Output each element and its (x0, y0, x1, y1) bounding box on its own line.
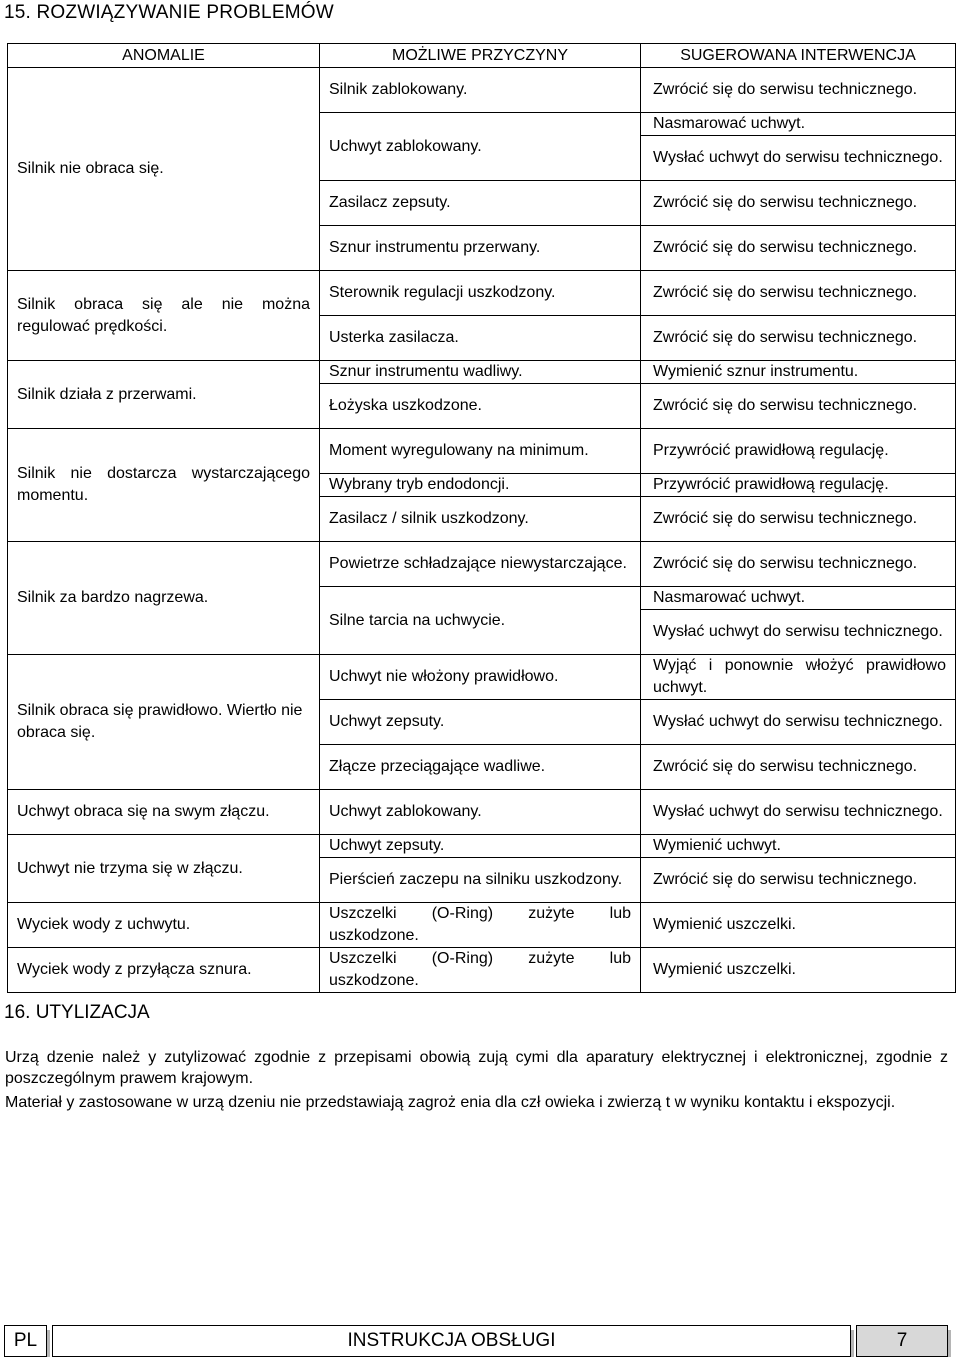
cause-cell: Moment wyregulowany na minimum. (320, 429, 641, 474)
intervention-cell: Zwrócić się do serwisu technicznego. (641, 68, 956, 113)
cause-cell: Uchwyt nie włożony prawidłowo. (320, 655, 641, 700)
cause-cell: Silne tarcia na uchwycie. (320, 587, 641, 655)
intervention-cell: Wymienić uchwyt. (641, 835, 956, 858)
intervention-cell: Wymienić sznur instrumentu. (641, 361, 956, 384)
footer-title: INSTRUKCJA OBSŁUGI (52, 1325, 851, 1357)
intervention-cell: Wysłać uchwyt do serwisu technicznego. (641, 610, 956, 655)
page-footer (4, 1325, 956, 1357)
intervention-cell: Zwrócić się do serwisu technicznego. (641, 384, 956, 429)
intervention-cell: Zwrócić się do serwisu technicznego. (641, 226, 956, 271)
header-interwencja: SUGEROWANA INTERWENCJA (641, 44, 956, 68)
anomaly-cell: Silnik działa z przerwami. (8, 361, 320, 429)
intervention-cell: Wysłać uchwyt do serwisu technicznego. (641, 700, 956, 745)
intervention-cell: Wyjąć i ponownie włożyć prawidłowo uchwyt. (641, 655, 956, 700)
section-15-title: 15. ROZWIĄZYWANIE PROBLEMÓW (4, 2, 334, 23)
anomaly-cell: Wyciek wody z uchwytu. (8, 903, 320, 948)
header-przyczyny: MOŻLIWE PRZYCZYNY (320, 44, 641, 68)
anomaly-cell: Silnik obraca się prawidłowo. Wiertło nie obraca się. (8, 655, 320, 790)
intervention-cell: Wysłać uchwyt do serwisu technicznego. (641, 790, 956, 835)
cause-cell: Uchwyt zepsuty. (320, 700, 641, 745)
cause-cell: Sznur instrumentu przerwany. (320, 226, 641, 271)
cause-cell: Usterka zasilacza. (320, 316, 641, 361)
cause-cell: Złącze przeciągające wadliwe. (320, 745, 641, 790)
cause-cell: Wybrany tryb endodoncji. (320, 474, 641, 497)
footer-page-number: 7 (856, 1325, 948, 1357)
cause-cell: Uszczelki (O-Ring) zużyte lub uszkodzone. (320, 948, 641, 993)
intervention-cell: Wysłać uchwyt do serwisu technicznego. (641, 136, 956, 181)
cause-cell: Uchwyt zablokowany. (320, 790, 641, 835)
cause-cell: Uchwyt zablokowany. (320, 113, 641, 181)
cause-cell: Sterownik regulacji uszkodzony. (320, 271, 641, 316)
section-16-title: 16. UTYLIZACJA (4, 1002, 150, 1023)
cause-cell: Łożyska uszkodzone. (320, 384, 641, 429)
anomaly-cell: Silnik nie dostarcza wystarczającego momentu. (8, 429, 320, 542)
anomaly-cell: Silnik obraca się ale nie można regulować prędkości. (8, 271, 320, 361)
cause-cell: Sznur instrumentu wadliwy. (320, 361, 641, 384)
intervention-cell: Nasmarować uchwyt. (641, 113, 956, 136)
table-header-row (8, 44, 956, 68)
cause-cell: Zasilacz / silnik uszkodzony. (320, 497, 641, 542)
intervention-cell: Zwrócić się do serwisu technicznego. (641, 542, 956, 587)
cause-cell: Powietrze schładzające niewystarczające. (320, 542, 641, 587)
intervention-cell: Przywrócić prawidłową regulację. (641, 474, 956, 497)
cause-cell: Uchwyt zepsuty. (320, 835, 641, 858)
intervention-cell: Wymienić uszczelki. (641, 948, 956, 993)
anomaly-cell: Wyciek wody z przyłącza sznura. (8, 948, 320, 993)
anomaly-cell: Uchwyt obraca się na swym złączu. (8, 790, 320, 835)
paragraph-utylizacja-1: Urzą dzenie należ y zutylizować zgodnie z przepisami obowią zują cymi dla aparatury elektrycznej i elektronicznej, zgodnie z poszczególnym prawem krajowym. (5, 1049, 948, 1087)
anomaly-cell: Silnik nie obraca się. (8, 68, 320, 271)
paragraph-utylizacja-2: Materiał y zastosowane w urzą dzeniu nie przedstawiają zagroż enia dla czł owieka i zwierzą t w wyniku kontaktu i ekspozycji. (5, 1094, 896, 1111)
intervention-cell: Zwrócić się do serwisu technicznego. (641, 745, 956, 790)
anomaly-cell: Silnik za bardzo nagrzewa. (8, 542, 320, 655)
cause-cell: Uszczelki (O-Ring) zużyte lub uszkodzone. (320, 903, 641, 948)
troubleshooting-table (7, 43, 956, 993)
footer-language: PL (4, 1325, 47, 1357)
cause-cell: Pierścień zaczepu na silniku uszkodzony. (320, 858, 641, 903)
intervention-cell: Nasmarować uchwyt. (641, 587, 956, 610)
anomaly-cell: Uchwyt nie trzyma się w złączu. (8, 835, 320, 903)
intervention-cell: Zwrócić się do serwisu technicznego. (641, 858, 956, 903)
intervention-cell: Zwrócić się do serwisu technicznego. (641, 181, 956, 226)
cause-cell: Zasilacz zepsuty. (320, 181, 641, 226)
intervention-cell: Wymienić uszczelki. (641, 903, 956, 948)
intervention-cell: Zwrócić się do serwisu technicznego. (641, 271, 956, 316)
header-anomalie: ANOMALIE (8, 44, 320, 68)
intervention-cell: Zwrócić się do serwisu technicznego. (641, 497, 956, 542)
intervention-cell: Zwrócić się do serwisu technicznego. (641, 316, 956, 361)
intervention-cell: Przywrócić prawidłową regulację. (641, 429, 956, 474)
cause-cell: Silnik zablokowany. (320, 68, 641, 113)
